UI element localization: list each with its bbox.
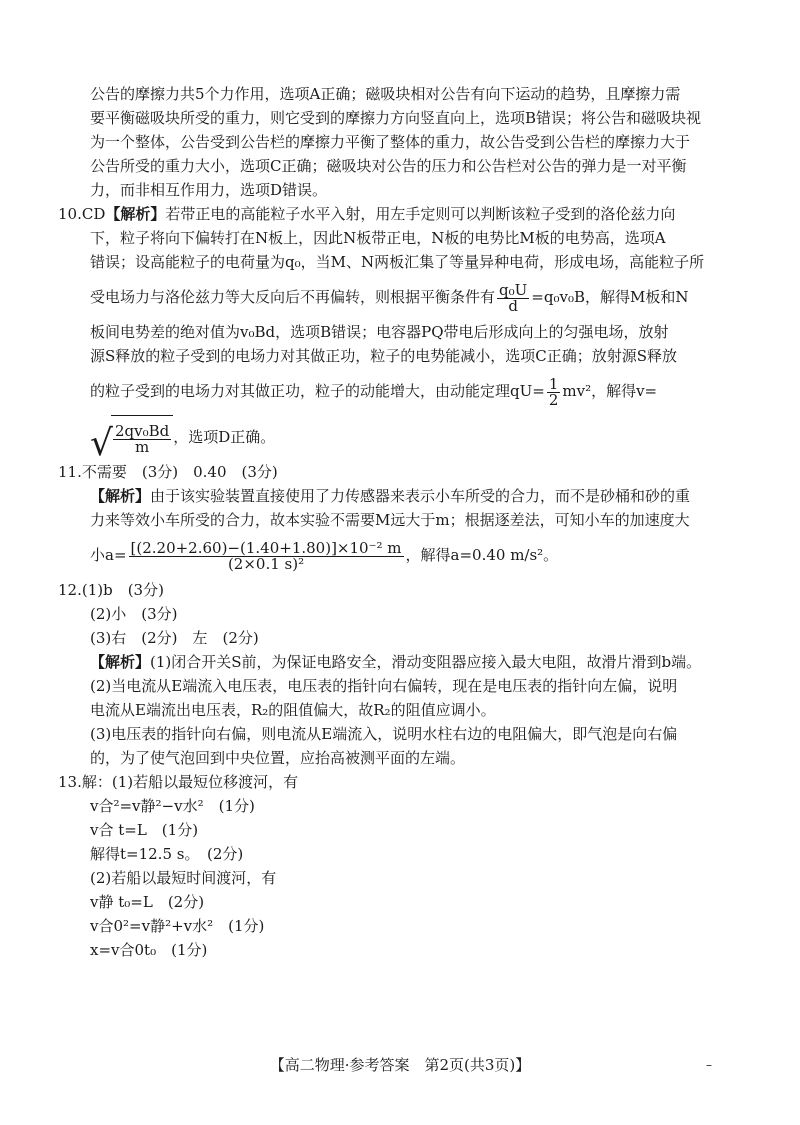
- q13-line-6: v静 t₀=L (2分): [90, 893, 205, 911]
- fraction-q0u-over-d: [497, 280, 529, 315]
- q10-line-8-tail: ，选项D正确。: [173, 428, 276, 446]
- q12-analysis-tag: 【解析】: [90, 653, 151, 671]
- q9-line-3: 为一个整体，公告受到公告栏的摩擦力平衡了整体的重力，故公告受到公告栏的摩擦力大于: [90, 133, 691, 151]
- q12-answer-2: (2)小 (3分): [90, 605, 178, 623]
- fraction-denominator: 2: [548, 390, 559, 409]
- q10-text: 若带正电的高能粒子水平入射，用左手定则可以判断该粒子受到的洛伦兹力向: [165, 205, 676, 223]
- fraction-numerator: q₀U: [499, 280, 528, 299]
- q12-answer-1: 12.(1)b (3分): [58, 581, 164, 599]
- q10-number: 10.: [58, 205, 82, 223]
- fraction-denominator: (2×0.1 s)²: [227, 554, 305, 573]
- page-footer: 【高二物理·参考答案 第2页(共3页)】: [269, 1056, 531, 1074]
- q10-line-7-text: 的粒子受到的电场力对其做正功，粒子的动能增大，由动能定理qU=: [90, 382, 545, 400]
- q13-line-5: (2)若船以最短时间渡河，有: [90, 869, 277, 887]
- fraction-numerator: 2qv₀Bd: [114, 422, 170, 440]
- fraction-numerator: [(2.20+2.60)−(1.40+1.80)]×10⁻² m: [130, 538, 402, 557]
- q10-analysis-tag: 【解析】: [105, 205, 166, 223]
- q12-answer-3: (3)右 (2分) 左 (2分): [90, 629, 259, 647]
- q13-line-8: x=v合0t₀ (1分): [90, 941, 208, 959]
- q9-line-2: 要平衡磁吸块所受的重力，则它受到的摩擦力方向竖直向上，选项B错误；将公告和磁吸块视: [90, 109, 702, 127]
- q10-line-2: 下，粒子将向下偏转打在N板上，因此N板带正电，N板的电势比M板的电势高，选项A: [90, 229, 666, 247]
- q10-line-5: 板间电势差的绝对值为v₀Bd，选项B错误；电容器PQ带电后形成向上的匀强电场，放射: [90, 323, 669, 341]
- q11-line-3: 力来等效小车所受的合力，故本实验不需要M远大于m；根据逐差法，可知小车的加速度大: [90, 511, 690, 529]
- fraction-acceleration: [129, 538, 404, 573]
- q10-line-4-tail: =q₀v₀B，解得M板和N: [531, 288, 689, 306]
- answer-content: [58, 82, 722, 962]
- q12-line-4: [58, 650, 722, 674]
- q13-line-2: v合²=v静²−v水² (1分): [90, 797, 255, 815]
- fraction-one-half: [547, 374, 561, 409]
- q10-line-4: [58, 274, 722, 320]
- q13-line-7: v合0²=v静²+v水² (1分): [90, 917, 265, 935]
- fraction-denominator: m: [134, 438, 150, 456]
- q12-line-7: (3)电压表的指针向右偏，则电流从E端流入，说明水柱右边的电阻偏大，即气泡是向右偏: [90, 725, 678, 743]
- q10-line-1: [58, 202, 722, 226]
- q9-line-4: 公告所受的重力大小，选项C正确；磁吸块对公告的压力和公告栏对公告的弹力是一对平衡: [90, 157, 687, 175]
- q12-line-5: (2)当电流从E端流入电压表，电压表的指针向右偏转，现在是电压表的指针向左偏，说明: [90, 677, 678, 695]
- fraction-under-sqrt: [113, 424, 171, 455]
- q10-line-8: [58, 414, 722, 464]
- fraction-numerator: 1: [548, 374, 559, 393]
- q10-line-6: 源S释放的粒子受到的电场力对其做正功，粒子的电势能减小，选项C正确；放射源S释放: [90, 347, 678, 365]
- corner-mark: –: [706, 1058, 712, 1072]
- q10-answer: CD: [81, 205, 106, 223]
- q12-line-8: 的，为了使气泡回到中央位置，应抬高被测平面的左端。: [90, 749, 466, 767]
- q12-line-6: 电流从E端流出电压表，R₂的阻值偏大，故R₂的阻值应调小。: [90, 701, 496, 719]
- q11-text: 由于该实验装置直接使用了力传感器来表示小车所受的合力，而不是砂桶和砂的重: [150, 487, 691, 505]
- q9-line-5: 力，而非相互作用力，选项D错误。: [90, 181, 328, 199]
- q13-line-1: 13.解：(1)若船以最短位移渡河，有: [58, 773, 299, 791]
- q12-text: (1)闭合开关S前，为保证电路安全，滑动变阻器应接入最大电阻，故滑片滑到b端。: [150, 653, 702, 671]
- q10-line-7-tail: mv²，解得v=: [562, 382, 658, 400]
- q11-line-4-tail: ，解得a=0.40 m/s²。: [405, 546, 559, 564]
- q11-line-2: [58, 484, 722, 508]
- q11-answer-line: 11.不需要 (3分) 0.40 (3分): [58, 463, 278, 481]
- q13-line-3: v合 t=L (1分): [90, 821, 199, 839]
- fraction-denominator: d: [508, 296, 518, 315]
- q9-line-1: 公告的摩擦力共5个力作用，选项A正确；磁吸块相对公告有向下运动的趋势，且摩擦力需: [90, 85, 681, 103]
- sqrt-radical-sign: √: [90, 422, 113, 464]
- q11-analysis-tag: 【解析】: [90, 487, 151, 505]
- sqrt-expression: [90, 415, 173, 462]
- q13-line-4: 解得t=12.5 s。 (2分): [90, 845, 244, 863]
- q11-line-4-text: 小a=: [90, 546, 127, 564]
- q10-line-4-text: 受电场力与洛伦兹力等大反向后不再偏转，则根据平衡条件有: [90, 288, 496, 306]
- q11-line-4: [58, 532, 722, 578]
- q10-line-7: [58, 368, 722, 414]
- q10-line-3: 错误；设高能粒子的电荷量为q₀，当M、N两板汇集了等量异种电荷，形成电场，高能粒子所: [90, 253, 705, 271]
